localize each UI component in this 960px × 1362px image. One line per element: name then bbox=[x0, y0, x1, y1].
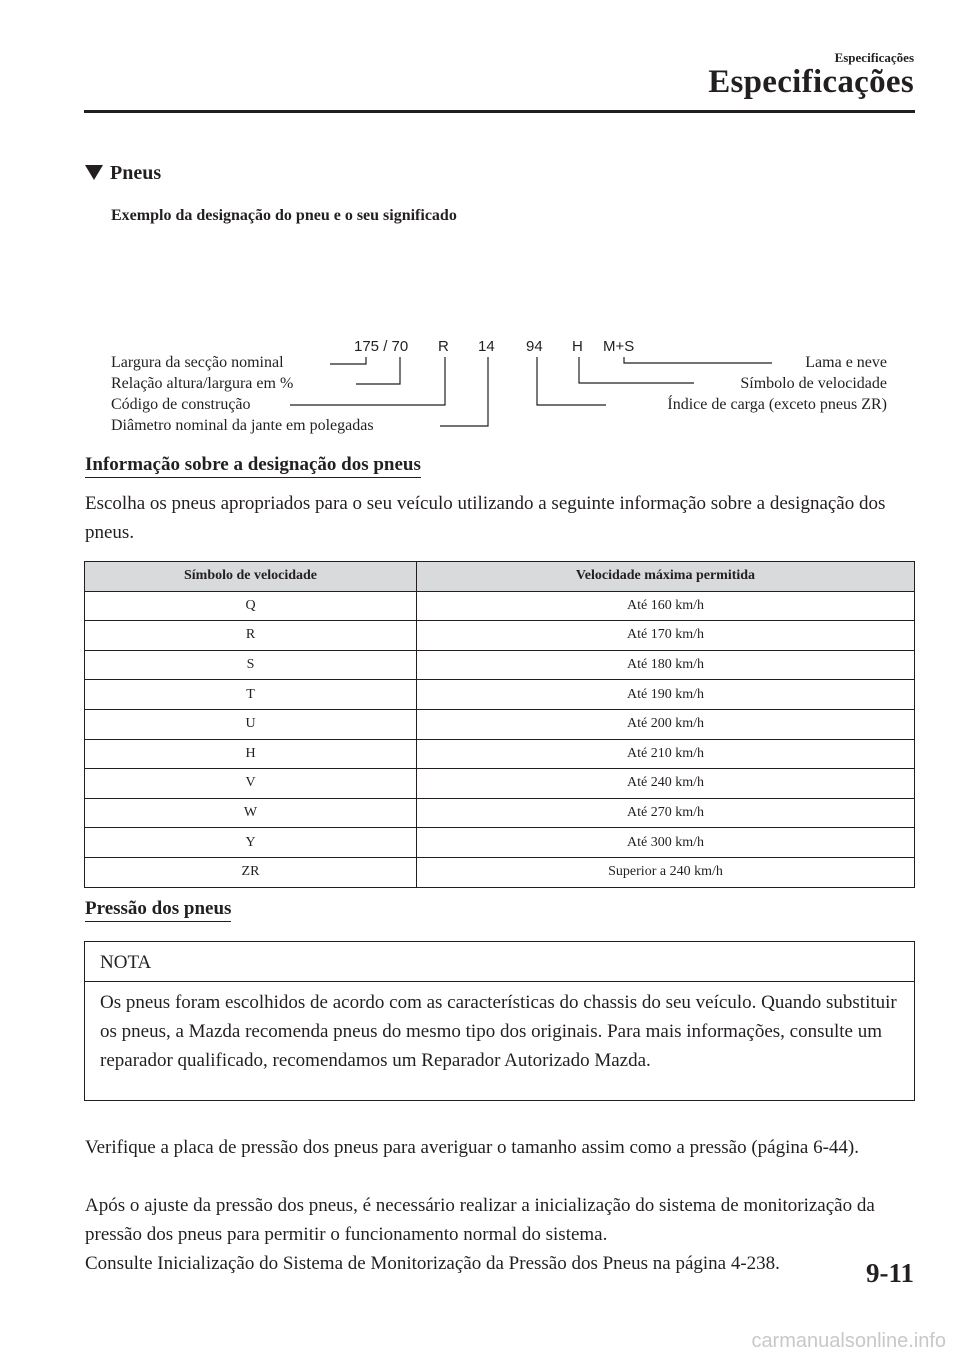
cell-speed: Até 190 km/h bbox=[417, 680, 915, 710]
cell-symbol: W bbox=[85, 798, 417, 828]
tire-code-row bbox=[354, 338, 634, 355]
pressure-para-reference: Consulte Inicialização do Sistema de Monitorização da Pressão dos Pneus na página 4-238. bbox=[85, 1253, 780, 1274]
cell-symbol: ZR bbox=[85, 857, 417, 887]
table-row bbox=[85, 857, 915, 887]
cell-symbol: R bbox=[85, 621, 417, 651]
watermark: carmanualsonline.info bbox=[751, 1330, 946, 1352]
cell-symbol: Q bbox=[85, 591, 417, 621]
tire-designation-diagram bbox=[0, 320, 960, 435]
section-title-pneus bbox=[85, 162, 161, 185]
table-row bbox=[85, 709, 915, 739]
leader-lines bbox=[290, 357, 772, 426]
cell-speed: Até 270 km/h bbox=[417, 798, 915, 828]
heading-designation-info: Informação sobre a designação dos pneus bbox=[85, 454, 421, 478]
leader-line-speed bbox=[579, 357, 694, 383]
code-load-index: 94 bbox=[526, 338, 543, 355]
header-section-small: Especificações bbox=[834, 50, 914, 65]
note-text: Os pneus foram escolhidos de acordo com as características do chassis do seu veículo. Quando substituir os pneus, a Mazda recomenda pneus do mesmo tipo dos originais. Para mais informações, consulte um reparador qualificado, recomendamos um Reparador Autorizado Mazda. bbox=[100, 992, 897, 1071]
header-section-title: Especificações bbox=[708, 64, 914, 100]
label-rim-diameter: Diâmetro nominal da jante em polegadas bbox=[111, 417, 374, 434]
code-speed-symbol: H bbox=[572, 338, 583, 355]
cell-speed: Até 160 km/h bbox=[417, 591, 915, 621]
table-header-row bbox=[85, 562, 915, 592]
heading-tire-pressure: Pressão dos pneus bbox=[85, 898, 231, 922]
leader-line-load bbox=[537, 357, 606, 405]
label-speed-symbol: Símbolo de velocidade bbox=[740, 375, 887, 392]
label-mud-snow: Lama e neve bbox=[805, 354, 887, 371]
section-title-text: Pneus bbox=[110, 162, 162, 184]
triangle-bullet-icon bbox=[85, 165, 103, 180]
code-rim-diameter: 14 bbox=[478, 338, 495, 355]
leader-line-ratio bbox=[356, 357, 400, 384]
designation-intro: Escolha os pneus apropriados para o seu veículo utilizando a seguinte informação sobre a designação dos pneus. bbox=[85, 493, 886, 543]
cell-speed: Até 210 km/h bbox=[417, 739, 915, 769]
label-construction-code: Código de construção bbox=[111, 396, 251, 413]
code-construction: R bbox=[438, 338, 449, 355]
leader-line-mud-snow bbox=[624, 357, 772, 363]
table-row bbox=[85, 680, 915, 710]
speed-symbol-table bbox=[84, 561, 915, 888]
left-labels bbox=[111, 354, 374, 434]
cell-speed: Até 180 km/h bbox=[417, 650, 915, 680]
code-mud-snow: M+S bbox=[603, 338, 635, 355]
diagram-subtitle: Exemplo da designação do pneu e o seu significado bbox=[111, 207, 457, 224]
table-row bbox=[85, 828, 915, 858]
leader-line-construction bbox=[290, 357, 445, 405]
page-number: 9-11 bbox=[865, 1258, 914, 1288]
cell-speed: Até 170 km/h bbox=[417, 621, 915, 651]
code-width-ratio: 175 / 70 bbox=[354, 338, 409, 355]
cell-speed: Até 200 km/h bbox=[417, 709, 915, 739]
table-header-speed: Velocidade máxima permitida bbox=[417, 562, 915, 592]
cell-speed: Superior a 240 km/h bbox=[417, 857, 915, 887]
label-section-width: Largura da secção nominal bbox=[111, 354, 284, 371]
table-row bbox=[85, 769, 915, 799]
table-row bbox=[85, 621, 915, 651]
note-title: NOTA bbox=[85, 942, 914, 982]
cell-symbol: V bbox=[85, 769, 417, 799]
leader-line-rim bbox=[440, 357, 488, 426]
cell-symbol: U bbox=[85, 709, 417, 739]
cell-symbol: Y bbox=[85, 828, 417, 858]
table-row bbox=[85, 739, 915, 769]
label-load-index: Índice de carga (exceto pneus ZR) bbox=[667, 396, 887, 413]
table-header-symbol: Símbolo de velocidade bbox=[85, 562, 417, 592]
cell-symbol: H bbox=[85, 739, 417, 769]
cell-symbol: S bbox=[85, 650, 417, 680]
cell-symbol: T bbox=[85, 680, 417, 710]
pressure-para-check-plate: Verifique a placa de pressão dos pneus para averiguar o tamanho assim como a pressão (página 6-44). bbox=[85, 1137, 859, 1158]
table-row bbox=[85, 798, 915, 828]
cell-speed: Até 240 km/h bbox=[417, 769, 915, 799]
cell-speed: Até 300 km/h bbox=[417, 828, 915, 858]
label-aspect-ratio: Relação altura/largura em % bbox=[111, 375, 294, 392]
table-row bbox=[85, 591, 915, 621]
table-row bbox=[85, 650, 915, 680]
pressure-para-initialization: Após o ajuste da pressão dos pneus, é necessário realizar a inicialização do sistema de monitorização da pressão dos pneus para permitir o funcionamento normal do sistema. bbox=[85, 1195, 875, 1245]
leader-line-width bbox=[330, 357, 366, 364]
note-box bbox=[84, 941, 915, 1101]
header-rule bbox=[84, 110, 915, 113]
